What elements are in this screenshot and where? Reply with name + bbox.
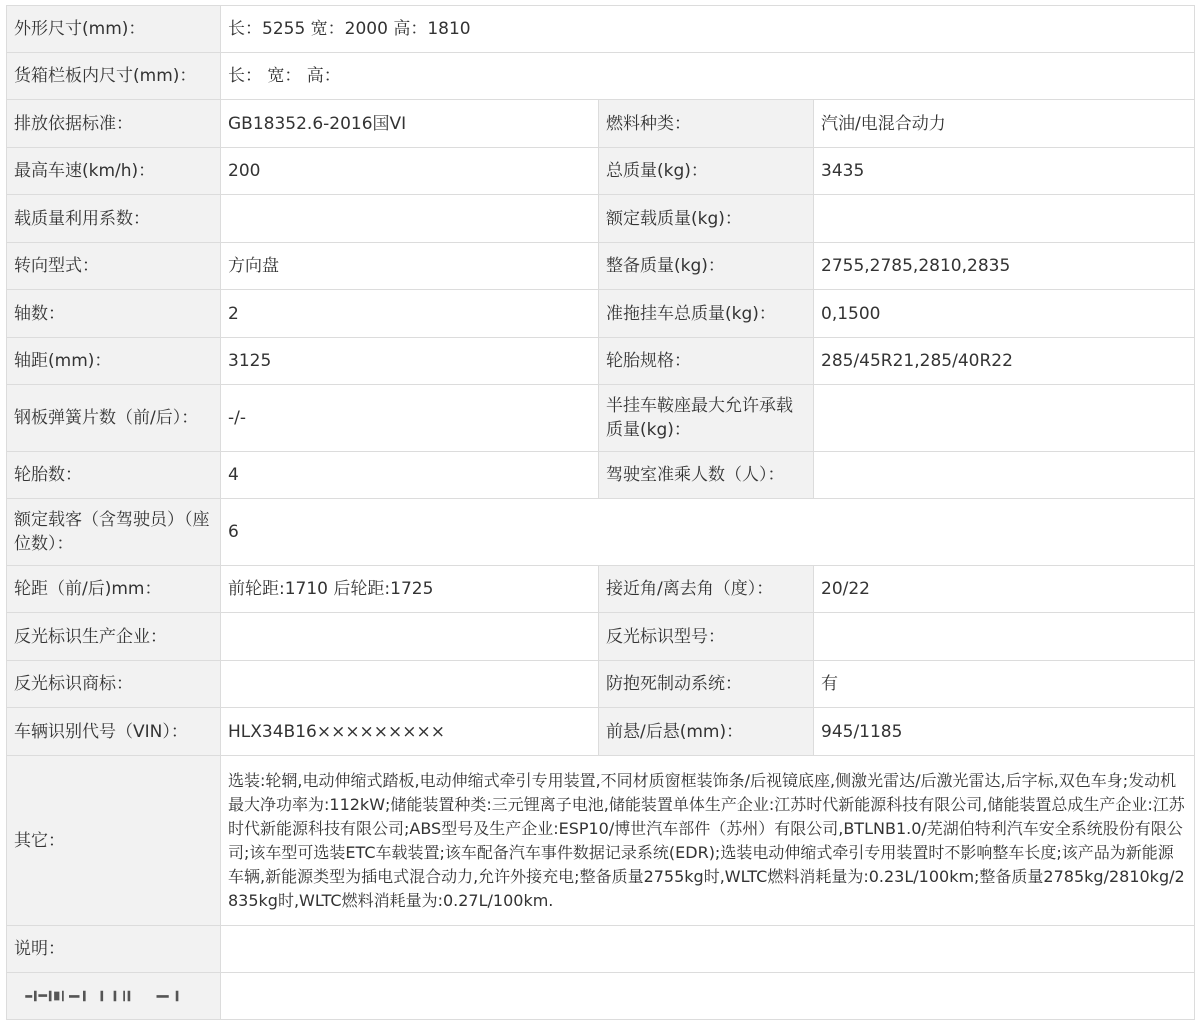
row-leaf-springs	[7, 385, 1195, 452]
label-tire-count: 轮胎数：	[7, 452, 221, 499]
label-reflector-model: 反光标识型号：	[599, 613, 814, 661]
label-trailer-mass: 准拖挂车总质量(kg)：	[599, 290, 814, 338]
label-fuel-type: 燃料种类：	[599, 100, 814, 148]
value-total-mass: 3435	[814, 148, 1195, 195]
value-saddle-load	[814, 385, 1195, 452]
label-leaf-springs: 钢板弹簧片数（前/后）：	[7, 385, 221, 452]
value-steering: 方向盘	[221, 243, 599, 290]
label-reflector-brand: 反光标识商标：	[7, 661, 221, 708]
label-rated-passengers: 额定载客（含驾驶员）（座位数）：	[7, 499, 221, 566]
value-track: 前轮距:1710 后轮距:1725	[221, 566, 599, 613]
value-load-factor	[221, 195, 599, 243]
value-cargo-box: 长： 宽： 高：	[221, 53, 1195, 100]
label-reflector-maker: 反光标识生产企业：	[7, 613, 221, 661]
row-tire-count	[7, 452, 1195, 499]
row-emission	[7, 100, 1195, 148]
value-vin: HLX34B16×××××××××	[221, 708, 599, 756]
label-rated-load: 额定载质量(kg)：	[599, 195, 814, 243]
label-max-speed: 最高车速(km/h)：	[7, 148, 221, 195]
row-rated-passengers	[7, 499, 1195, 566]
value-reflector-maker	[221, 613, 599, 661]
row-wheelbase	[7, 338, 1195, 385]
value-tire-count: 4	[221, 452, 599, 499]
value-overhang: 945/1185	[814, 708, 1195, 756]
label-total-mass: 总质量(kg)：	[599, 148, 814, 195]
row-dimensions	[7, 6, 1195, 53]
label-notes: 说明：	[7, 926, 221, 973]
row-reflector-maker	[7, 613, 1195, 661]
label-overhang: 前悬/后悬(mm)：	[599, 708, 814, 756]
value-dimensions: 长：5255 宽：2000 高：1810	[221, 6, 1195, 53]
label-cut-off	[7, 973, 221, 1020]
label-track: 轮距（前/后)mm：	[7, 566, 221, 613]
label-cab-occupants: 驾驶室准乘人数（人）：	[599, 452, 814, 499]
value-wheelbase: 3125	[221, 338, 599, 385]
label-axles: 轴数：	[7, 290, 221, 338]
vehicle-spec-table	[6, 5, 1195, 1020]
value-curb-mass: 2755,2785,2810,2835	[814, 243, 1195, 290]
value-axles: 2	[221, 290, 599, 338]
label-saddle-load: 半挂车鞍座最大允许承载质量(kg)：	[599, 385, 814, 452]
value-tire-spec: 285/45R21,285/40R22	[814, 338, 1195, 385]
row-cargo-box	[7, 53, 1195, 100]
row-axles	[7, 290, 1195, 338]
label-vin: 车辆识别代号（VIN）：	[7, 708, 221, 756]
label-abs: 防抱死制动系统：	[599, 661, 814, 708]
label-wheelbase: 轴距(mm)：	[7, 338, 221, 385]
label-load-factor: 载质量利用系数：	[7, 195, 221, 243]
row-max-speed	[7, 148, 1195, 195]
value-rated-load	[814, 195, 1195, 243]
label-curb-mass: 整备质量(kg)：	[599, 243, 814, 290]
label-cargo-box: 货箱栏板内尺寸(mm)：	[7, 53, 221, 100]
value-emission: GB18352.6-2016国VI	[221, 100, 599, 148]
value-other: 选装:轮辋,电动伸缩式踏板,电动伸缩式牵引专用装置,不同材质窗框装饰条/后视镜底座,侧激光雷达/后激光雷达,后字标,双色车身;发动机最大净功率为:112kW;储能装置种类:三元锂离子电池,储能装置单体生产企业:江苏时代新能源科技有限公司,储能装置总成生产企业:江苏时代新能源科技有限公司;ABS型号及生产企业:ESP10/博世汽车部件（苏州）有限公司,BTLNB1.0/芜湖伯特利汽车安全系统股份有限公司;该车型可选装ETC车载装置;该车配备汽车事件数据记录系统(EDR);选装电动伸缩式牵引专用装置时不影响整车长度;该产品为新能源车辆,新能源类型为插电式混合动力,允许外接充电;整备质量2755kg时,WLTC燃料消耗量为:0.23L/100km;整备质量2785kg/2810kg/2835kg时,WLTC燃料消耗量为:0.27L/100km.	[221, 756, 1195, 926]
row-vin	[7, 708, 1195, 756]
label-tire-spec: 轮胎规格：	[599, 338, 814, 385]
value-leaf-springs: -/-	[221, 385, 599, 452]
value-trailer-mass: 0,1500	[814, 290, 1195, 338]
label-other: 其它：	[7, 756, 221, 926]
value-reflector-brand	[221, 661, 599, 708]
value-cab-occupants	[814, 452, 1195, 499]
row-steering	[7, 243, 1195, 290]
cut-off-text-glyph	[14, 989, 194, 1003]
value-max-speed: 200	[221, 148, 599, 195]
label-approach-angle: 接近角/离去角（度）：	[599, 566, 814, 613]
label-emission: 排放依据标准：	[7, 100, 221, 148]
value-approach-angle: 20/22	[814, 566, 1195, 613]
row-track	[7, 566, 1195, 613]
value-notes	[221, 926, 1195, 973]
row-cut-off	[7, 973, 1195, 1020]
value-rated-passengers: 6	[221, 499, 1195, 566]
row-reflector-brand	[7, 661, 1195, 708]
value-abs: 有	[814, 661, 1195, 708]
label-dimensions: 外形尺寸(mm)：	[7, 6, 221, 53]
value-cut-off	[221, 973, 1195, 1020]
row-notes	[7, 926, 1195, 973]
value-fuel-type: 汽油/电混合动力	[814, 100, 1195, 148]
row-other	[7, 756, 1195, 926]
label-steering: 转向型式：	[7, 243, 221, 290]
value-reflector-model	[814, 613, 1195, 661]
row-load-factor	[7, 195, 1195, 243]
